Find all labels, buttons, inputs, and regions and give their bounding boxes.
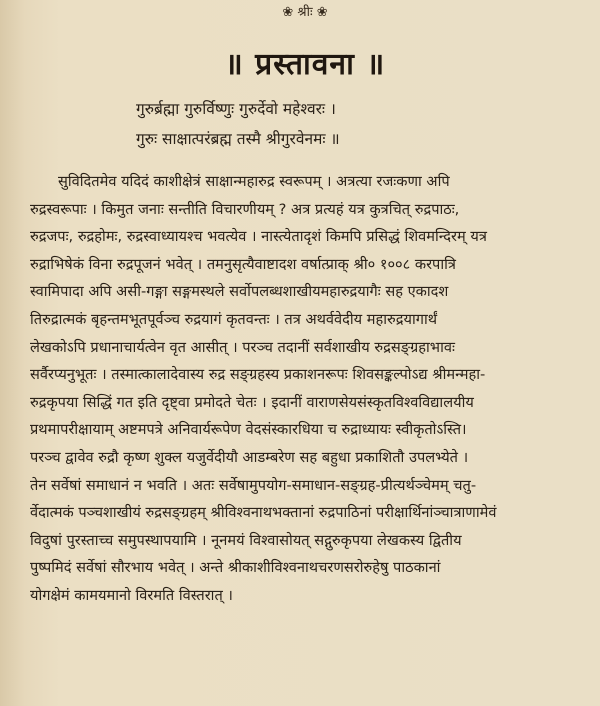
body-line: सुविदितमेव यदिदं काशीक्षेत्रं साक्षान्महारुद्र स्वरूपम् । अत्रत्या रजःकणा अपि [58,173,450,190]
body-line: योगक्षेमं कामयमानो विरमति विस्तरात् । [30,586,233,604]
verse-line: गुरुः साक्षात्परंब्रह्म तस्मै श्रीगुरवेनमः ॥ [136,130,340,148]
body-line: पुष्पमिदं सर्वेषां सौरभाय भवेत् । अन्ते श्रीकाशीविश्वनाथचरणसरोरुहेषु पाठकानां [30,559,441,577]
body-line: रुद्रस्वरूपाः । किमुत जनाः सन्तीति विचारणीयम् ? अत्र प्रत्यहं यत्र कुत्रचित् रुद्रपाठः, [30,200,460,218]
body-line: सर्वैरप्यनुभूतः । तस्मात्कालादेवास्य रुद्र सङ्ग्रहस्य प्रकाशनरूपः शिवसङ्कल्पोऽद्य श्रीमन्महा- [30,366,486,384]
body-line: विदुषां पुरस्ताच्च समुपस्थापयामि । नूनमयं विश्वासोयत् सद्गुरुकृपया लेखकस्य द्वितीय [30,531,462,549]
body-line: प्रथमापरीक्षायाम् अष्टमपत्रे अनिवार्यरूपेण वेदसंस्कारधिया च रुद्राध्यायः स्वीकृतोऽस्ति। [30,421,467,439]
body-line: रुद्राभिषेकं विना रुद्रपूजनं भवेत् । तमनुसृत्यैवाष्टादश वर्षात्प्राक् श्री० १००८ करपात्रि [30,255,456,273]
invocation-verse [30,94,580,154]
body-paragraph [30,168,580,610]
verse-line: गुरुर्ब्रह्मा गुरुर्विष्णुः गुरुर्देवो महेश्वरः । [136,100,336,118]
body-line: तेन सर्वेषां समाधानं न भवति । अतः सर्वेषामुपयोग-समाधान-सङ्ग्रह-प्रीत्यर्थञ्चेमम् चतु- [30,476,477,494]
body-line: र्वेदात्मकं पञ्चशाखीयं रुद्रसङ्ग्रहम् श्रीविश्वनाथभक्तानां रुद्रपाठिनां परीक्षार्थिनांञ्चात्राणामेवं [30,504,497,522]
page-title: ॥ प्रस्तावना ॥ [224,47,386,82]
body-line: तिरुद्रात्मकं बृहन्तमभूतपूर्वञ्च रुद्रयागं कृतवन्तः । तत्र अथर्ववेदीय महारुद्रयागार्थं [30,310,438,328]
top-ornament: ❀ श्रीः ❀ [282,5,328,20]
body-line: लेखकोऽपि प्रधानाचार्यत्वेन वृत आसीत् । परञ्च तदानीं सर्वशाखीय रुद्रसङ्ग्रहाभावः [30,338,455,356]
body-line: रुद्रजपः, रुद्रहोमः, रुद्रस्वाध्यायश्च भवत्येव । नास्त्येतादृशं किमपि प्रसिद्धं शिवमन्दिरम् यत्र [30,228,487,246]
body-line: स्वामिपादा अपि असी-गङ्गा सङ्गमस्थले सर्वोपलब्धशाखीयमहारुद्रयागैः सह एकादश [30,283,449,301]
body-line: रुद्रकृपया सिद्धिं गत इति दृष्ट्वा प्रमोदते चेतः । इदानीं वाराणसेयसंस्कृतविश्वविद्यालयीय [30,393,474,411]
body-line: परञ्च द्वावेव रुद्रौ कृष्ण शुक्ल यजुर्वेदीयौ आडम्बरेण सह बहुधा प्रकाशितौ उपलभ्येते । [30,448,469,466]
